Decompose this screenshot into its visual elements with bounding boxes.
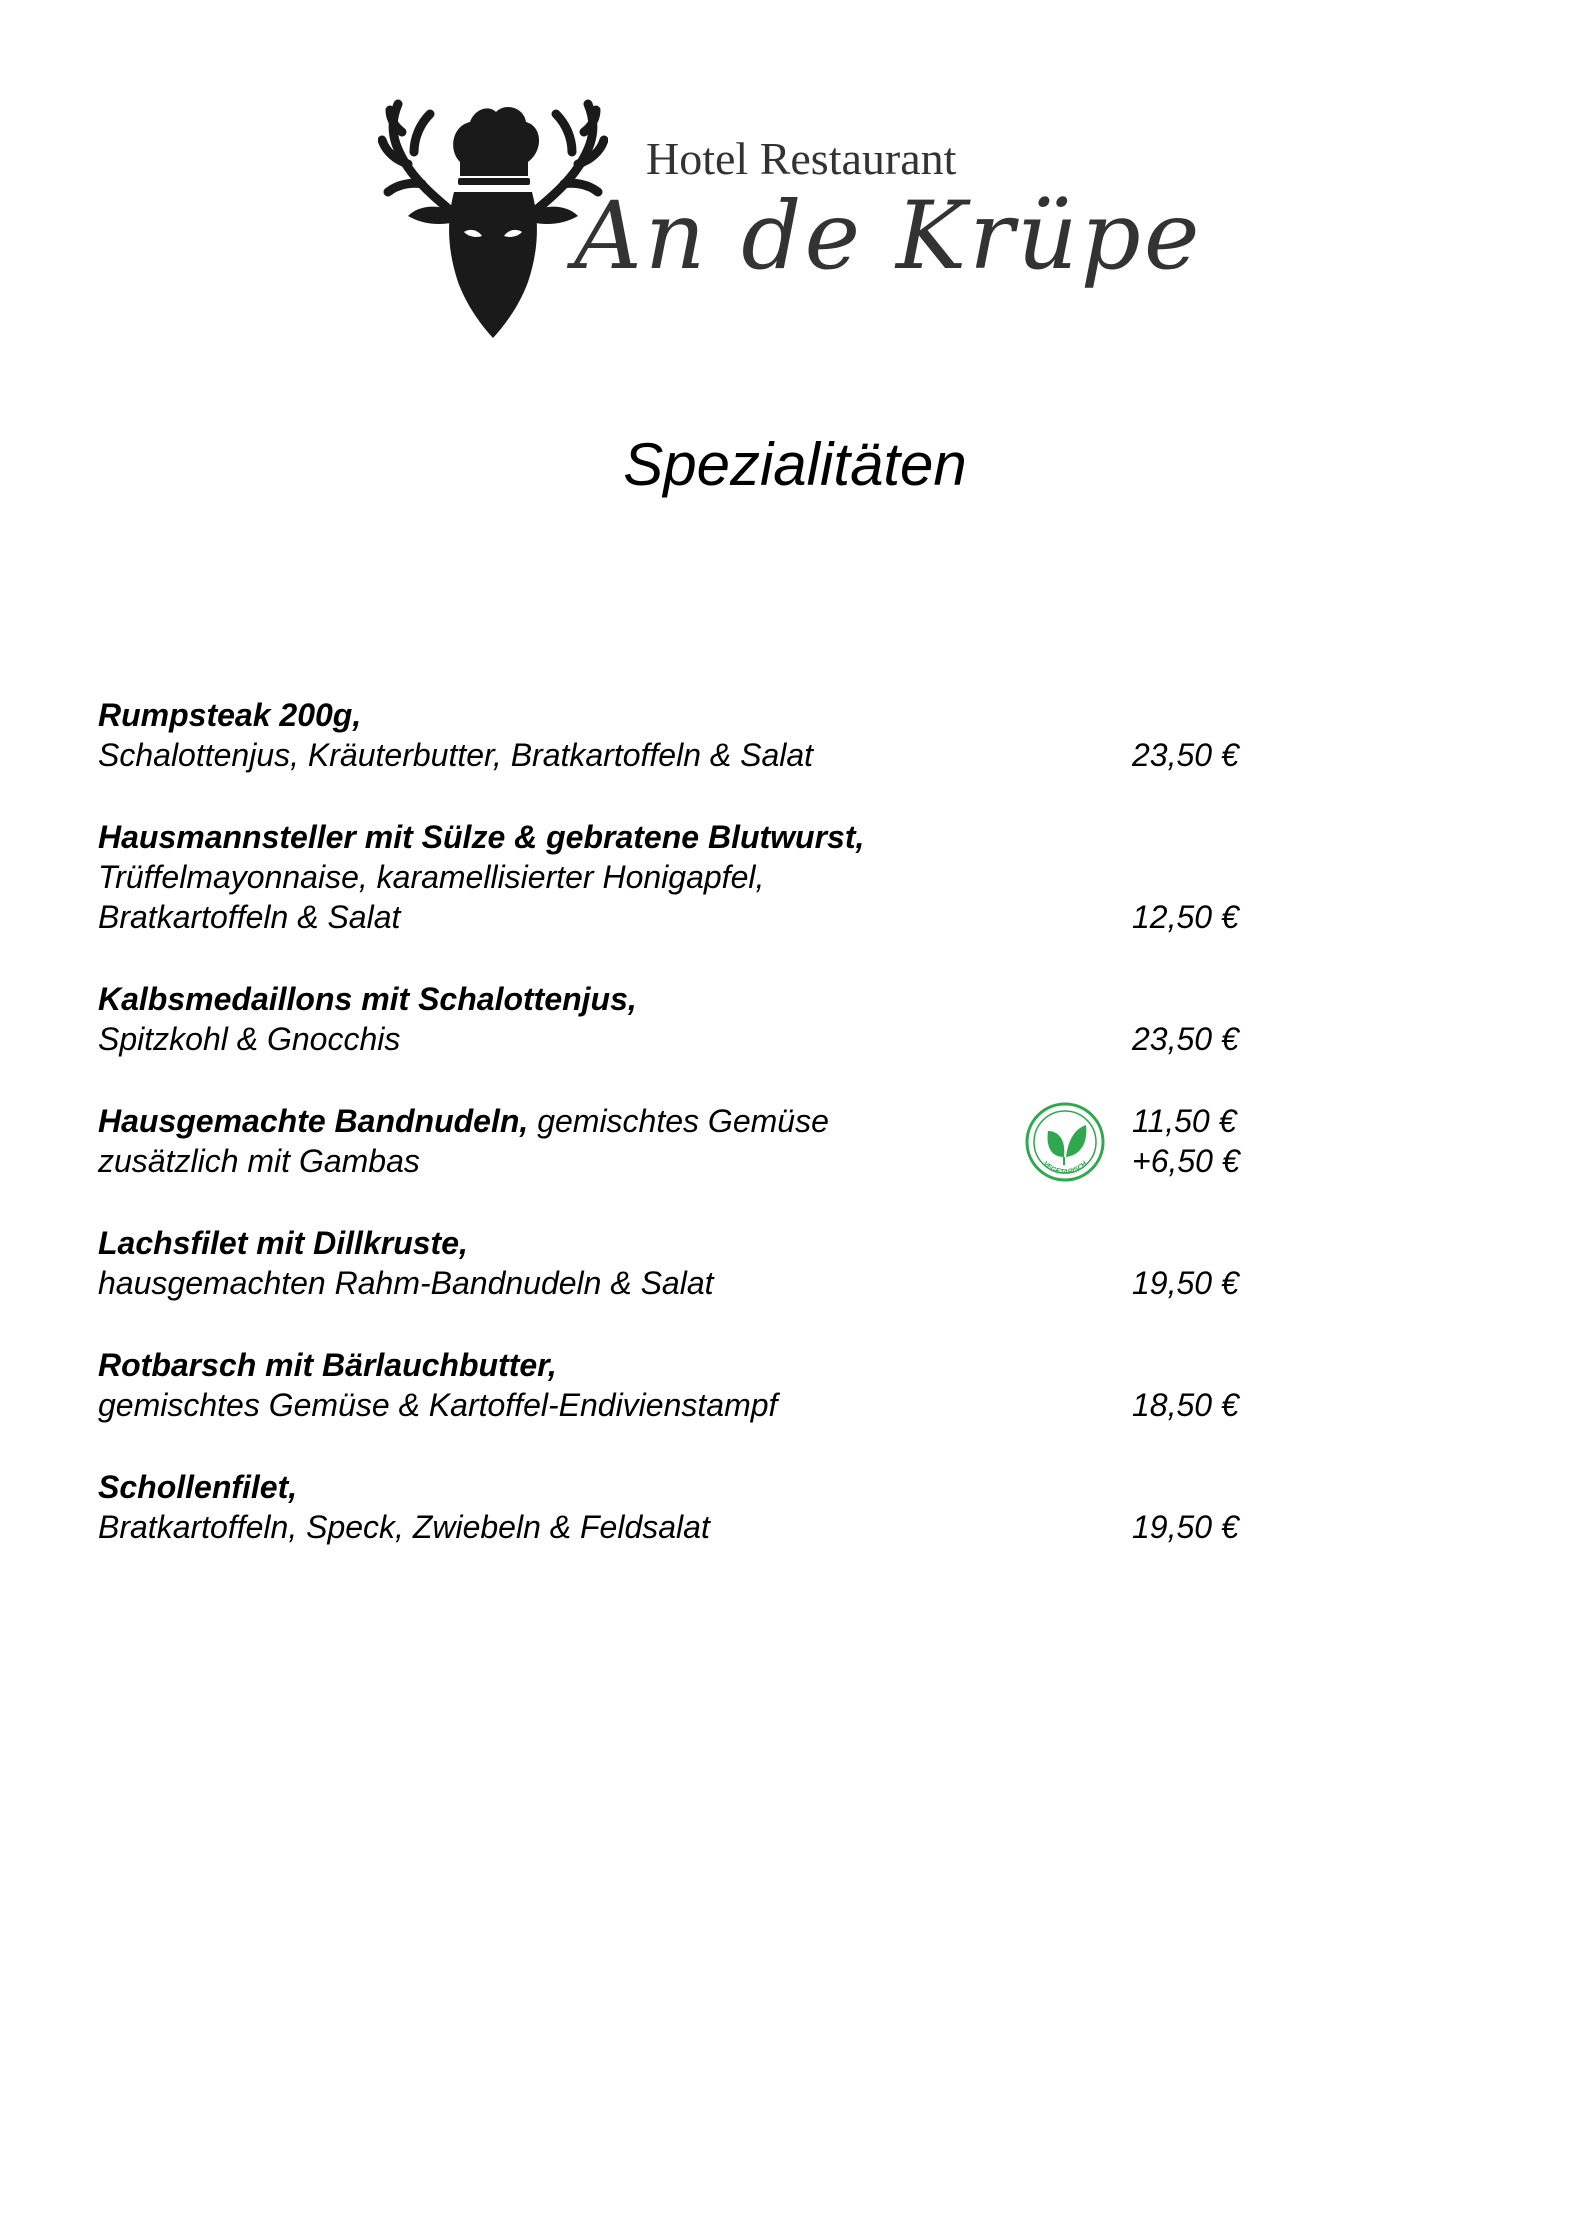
dish-extra-price: +6,50 €: [1132, 1143, 1240, 1179]
dish-title-line: [98, 979, 1258, 1019]
dish-name: Kalbsmedaillons mit Schalottenjus,: [98, 981, 637, 1017]
dish-name: Schollenfilet,: [98, 1469, 298, 1505]
dish-description-line: [98, 1019, 1258, 1059]
logo-restaurant-name: An de Krüpe: [574, 182, 1203, 291]
dish-description-line: [98, 1507, 1258, 1547]
dish-description-line: [98, 1141, 1258, 1181]
dish-price: 11,50 €: [1132, 1103, 1237, 1139]
menu-item-schollenfilet: [98, 1467, 1258, 1547]
dish-name: Hausmannsteller mit Sülze & gebratene Blutwurst,: [98, 819, 865, 855]
dish-description-line: [98, 897, 1258, 937]
dish-description-line: [98, 1263, 1258, 1303]
dish-name: Lachsfilet mit Dillkruste,: [98, 1225, 468, 1261]
menu-item-bandnudeln: [98, 1101, 1258, 1181]
menu-item-lachsfilet: [98, 1223, 1258, 1303]
dish-price: 19,50 €: [1132, 1509, 1239, 1545]
dish-description: Bratkartoffeln & Salat: [98, 899, 401, 935]
dish-description: Schalottenjus, Kräuterbutter, Bratkartoffeln & Salat: [98, 737, 814, 773]
dish-description-line: [98, 1385, 1258, 1425]
dish-name: Hausgemachte Bandnudeln,: [98, 1103, 529, 1139]
menu-item-rumpsteak: [98, 695, 1258, 775]
dish-name: Rumpsteak 200g,: [98, 697, 362, 733]
dish-description: hausgemachten Rahm-Bandnudeln & Salat: [98, 1265, 714, 1301]
dish-description: zusätzlich mit Gambas: [98, 1143, 420, 1179]
menu-item-rotbarsch: [98, 1345, 1258, 1425]
dish-title-line: [98, 1467, 1258, 1507]
dish-price: 19,50 €: [1132, 1265, 1239, 1301]
dish-description: Bratkartoffeln, Speck, Zwiebeln & Feldsalat: [98, 1509, 710, 1545]
dish-title-line: [98, 1345, 1258, 1385]
dish-description: Spitzkohl & Gnocchis: [98, 1021, 401, 1057]
dish-description: gemischtes Gemüse & Kartoffel-Endivienstampf: [98, 1387, 778, 1423]
dish-title-line: [98, 817, 1258, 857]
dish-price: 23,50 €: [1132, 737, 1239, 773]
menu-item-hausmannsteller: [98, 817, 1258, 937]
dish-price: 18,50 €: [1132, 1387, 1239, 1423]
dish-title-line: [98, 1223, 1258, 1263]
dish-description-inline: gemischtes Gemüse: [528, 1103, 829, 1139]
menu-list: [98, 695, 1258, 1589]
dish-description: Trüffelmayonnaise, karamellisierter Honigapfel,: [98, 859, 765, 895]
logo-hotel-restaurant-text: Hotel Restaurant: [646, 133, 957, 184]
dish-description-line: [98, 857, 1258, 897]
svg-text:VEGETARISCH: VEGETARISCH: [1041, 1160, 1089, 1177]
dish-price: 12,50 €: [1132, 899, 1239, 935]
restaurant-logo: [378, 92, 1218, 342]
dish-price: 23,50 €: [1132, 1021, 1239, 1057]
menu-item-kalbsmedaillons: [98, 979, 1258, 1059]
dish-description-line: [98, 735, 1258, 775]
page-title: Spezialitäten: [623, 431, 967, 498]
dish-name: Rotbarsch mit Bärlauchbutter,: [98, 1347, 557, 1383]
dish-title-line: [98, 695, 1258, 735]
